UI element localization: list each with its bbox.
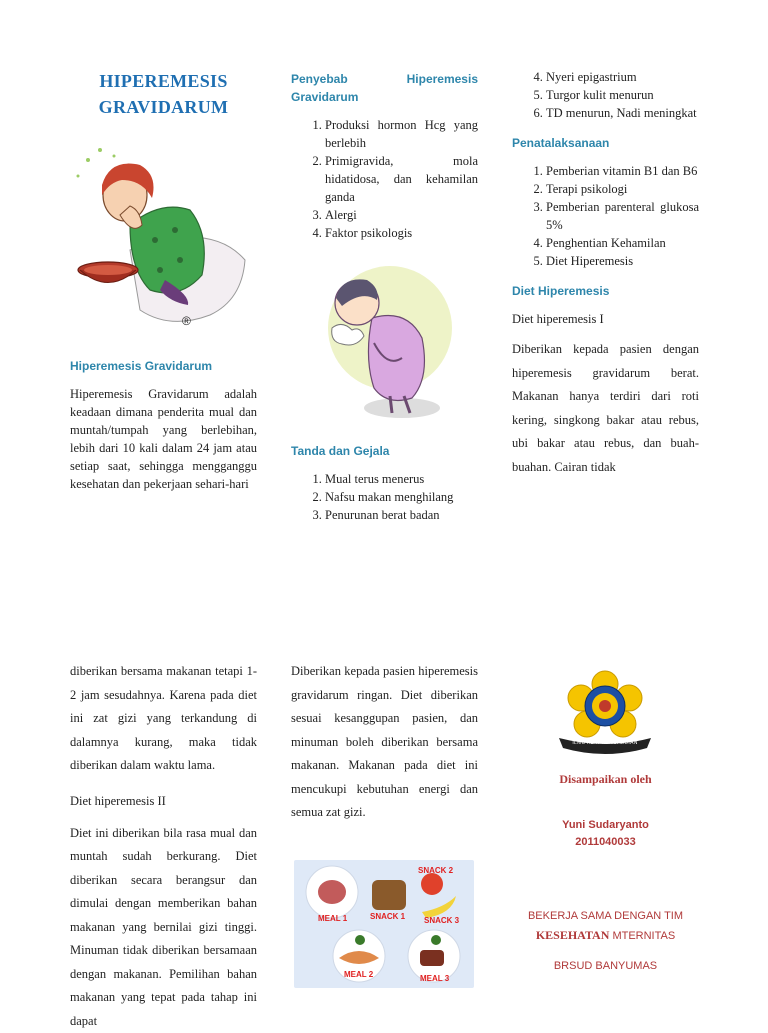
brochure-title: HIPEREMESIS GRAVIDARUM [70, 68, 257, 120]
causes-list [291, 116, 478, 242]
collab-line2 [512, 926, 699, 944]
column-1 [70, 68, 257, 120]
food-label-snack3: SNACK 3 [424, 916, 459, 925]
signs-list [291, 470, 478, 524]
list-item: 3. Alergi [325, 206, 478, 224]
collab-line1: BEKERJA SAMA DENGAN TIM [512, 910, 699, 922]
column-5 [291, 660, 478, 825]
collab-health: KESEHATAN [536, 928, 610, 942]
column-4 [70, 660, 257, 1033]
diet1-text-continued: diberikan bersama makanan tetapi 1-2 jam sesudahnya. Karena pada diet ini zat gizi yang terkandung di dalamnya kurang, maka tidak diberikan dalam waktu lama. [70, 660, 257, 778]
author-name: Yuni Sudaryanto [512, 819, 699, 831]
list-item: 1. Produksi hormon Hcg yang berlebih [325, 116, 478, 152]
list-item: 4. Nyeri epigastrium [546, 68, 699, 86]
section-heading-signs: Tanda dan Gejala [291, 442, 478, 460]
collab-maternity: MTERNITAS [609, 930, 675, 942]
diet1-title: Diet hiperemesis I [512, 310, 699, 328]
list-item: 4. Penghentian Kehamilan [546, 234, 699, 252]
signs-section [291, 442, 478, 524]
meal-plan-illustration [294, 860, 474, 988]
food-label-meal1: MEAL 1 [318, 914, 347, 923]
column-3 [512, 68, 699, 479]
logo-banner-text: ILMU ALAT PENGABDIAN [570, 740, 640, 746]
food-label-meal2: MEAL 2 [344, 970, 373, 979]
section-heading-hiperemesis: Hiperemesis Gravidarum [70, 357, 257, 375]
list-item: 4. Faktor psikologis [325, 224, 478, 242]
food-label-meal3: MEAL 3 [420, 974, 449, 983]
column-6 [512, 772, 699, 972]
registered-mark: ® [182, 314, 191, 328]
sick-child-illustration [312, 258, 457, 423]
vomiting-woman-illustration [70, 140, 250, 335]
signs-list-continued [512, 68, 699, 122]
list-item: 2. Terapi psikologi [546, 180, 699, 198]
section-heading-causes: Penyebab Hiperemesis Gravidarum [291, 70, 478, 106]
causes-section [291, 70, 478, 242]
food-label-snack2: SNACK 2 [418, 866, 453, 875]
diet3-text: Diberikan kepada pasien hiperemesis gravidarum ringan. Diet diberikan sesuai kesanggupan pasien, dan minuman boleh diberikan bersama makanan. Makanan pada diet ini mencukupi kebutuhan energi dan semua zat gizi. [291, 660, 478, 825]
list-item: 2. Nafsu makan menghilang [325, 488, 478, 506]
author-id: 2011040033 [512, 836, 699, 848]
section-heading-diet: Diet Hiperemesis [512, 282, 699, 300]
diet2-title: Diet hiperemesis II [70, 792, 257, 810]
food-label-snack1: SNACK 1 [370, 912, 405, 921]
definition-section [70, 357, 257, 493]
section-heading-management: Penatalaksanaan [512, 134, 699, 152]
diet1-text: Diberikan kepada pasien dengan hiperemesis gravidarum berat. Makanan hanya terdiri dari roti kering, singkong bakar atau rebus, ubi bakar atau rebus, dan buah-buahan. Cairan tidak [512, 338, 699, 479]
list-item: 3. Pemberian parenteral glukosa 5% [546, 198, 699, 234]
list-item: 5. Diet Hiperemesis [546, 252, 699, 270]
list-item: 1. Pemberian vitamin B1 dan B6 [546, 162, 699, 180]
definition-text: Hiperemesis Gravidarum adalah keadaan dimana penderita mual dan muntah/tumpah yang berlebihan, lebih dari 10 kali dalam 24 jam atau setiap saat, sehingga mengganggu kesehatan dan pekerjaan sehari-hari [70, 385, 257, 493]
list-item: 6. TD menurun, Nadi meningkat [546, 104, 699, 122]
diet2-text: Diet ini diberikan bila rasa mual dan muntah sudah berkurang. Diet diberikan secara berangsur dan dimulai dengan memberikan bahan makanan yang bernilai gizi tinggi. Minuman tidak diberikan bersamaan dengan makanan. Pemilihan bahan makanan yang tepat pada tahap ini dapat [70, 822, 257, 1033]
list-item: 3. Penurunan berat badan [325, 506, 478, 524]
presented-by: Disampaikan oleh [512, 772, 699, 787]
list-item: 1. Mual terus menerus [325, 470, 478, 488]
list-item: 5. Turgor kulit menurun [546, 86, 699, 104]
hospital-name: BRSUD BANYUMAS [512, 960, 699, 972]
list-item: 2. Primigravida, mola hidatidosa, dan kehamilan ganda [325, 152, 478, 206]
management-list [512, 162, 699, 270]
